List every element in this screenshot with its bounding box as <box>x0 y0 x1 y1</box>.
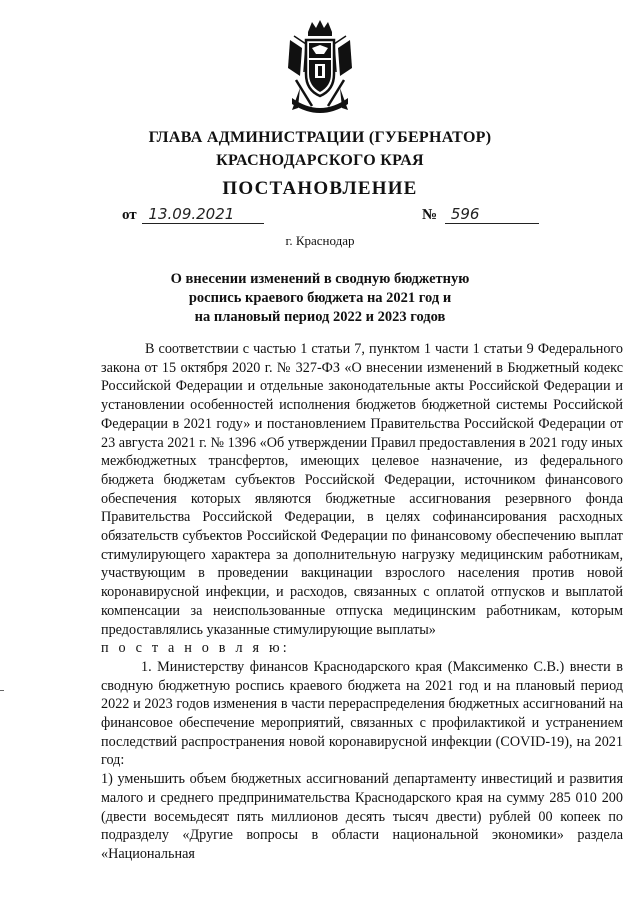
document-subject <box>0 270 640 327</box>
preamble-paragraph: В соответствии с частью 1 статьи 7, пунктом 1 части 1 статьи 9 Федерального закона от 15 октября 2020 г. № 327-ФЗ «О внесении изменений в Бюджетный кодекс Российской Федерации и отдельные законодательные акты Российской Федерации и установлении особенностей исполнения бюджетов бюджетной системы Российской Федерации в 2021 году» и постановлением Правительства Российской Федерации от 23 августа 2021 г. № 1396 «Об утверждении Правил предоставления в 2021 году иных межбюджетных трансфертов, имеющих целевое назначение, из федерального бюджета бюджетам субъектов Российской Федерации, источником финансового обеспечения которых являются бюджетные ассигнования резервного фонда Правительства Российской Федерации, в целях софинансирования расходных обязательств субъектов Российской Федерации по финансовому обеспечению выплат стимулирующего характера за дополнительную нагрузку медицинским работникам, участвующим в проведении вакцинации взрослого населения против новой коронавирусной инфекции, и расходов, связанных с оплатой отпусков и выплатой компенсации за неиспользованные отпуска медицинским работникам, которым предоставлялись указанные стимулирующие выплаты» <box>101 341 623 638</box>
subject-line-1: О внесении изменений в сводную бюджетную <box>170 271 470 287</box>
authority-line-2: КРАСНОДАРСКОГО КРАЯ <box>216 152 424 169</box>
item-1-paragraph: 1. Министерству финансов Краснодарского края (Максименко С.В.) внести в сводную бюджетную роспись краевого бюджета на 2021 год и на плановый период 2022 и 2023 годов изменения в части перераспределения бюджетных ассигнований на финансовое обеспечение мероприятий, связанных с профилактикой и устранением последствий распространения новой коронавирусной инфекции (COVID-19), на 2021 год: <box>101 658 623 769</box>
date-line <box>122 205 264 224</box>
number-prefix: № <box>422 207 438 223</box>
date-prefix: от <box>122 207 137 223</box>
subject-line-3: на плановый период 2022 и 2023 годов <box>194 309 446 325</box>
number-value: 596 <box>445 205 539 224</box>
number-line <box>422 205 539 224</box>
krasnodar-coat-of-arms-icon <box>282 18 358 118</box>
margin-mark <box>0 690 4 691</box>
date-value: 13.09.2021 <box>142 205 264 224</box>
issuing-authority <box>0 126 640 172</box>
authority-line-1: ГЛАВА АДМИНИСТРАЦИИ (ГУБЕРНАТОР) <box>148 129 492 146</box>
document-type-title: ПОСТАНОВЛЕНИЕ <box>222 178 418 199</box>
item-1-1-paragraph: 1) уменьшить объем бюджетных ассигнований департаменту инвестиций и развития малого и среднего предпринимательства Краснодарского края на сумму 285 010 200 (двести восемьдесят пять миллионов десять тысяч двести) рублей 00 копеек по подразделу «Другие вопросы в области национальной экономики» раздела «Национальная <box>101 771 623 862</box>
subject-line-2: роспись краевого бюджета на 2021 год и <box>188 290 452 306</box>
city-name: г. Краснодар <box>285 233 355 248</box>
decree-word: п о с т а н о в л я ю: <box>101 640 290 657</box>
document-body <box>101 340 623 864</box>
